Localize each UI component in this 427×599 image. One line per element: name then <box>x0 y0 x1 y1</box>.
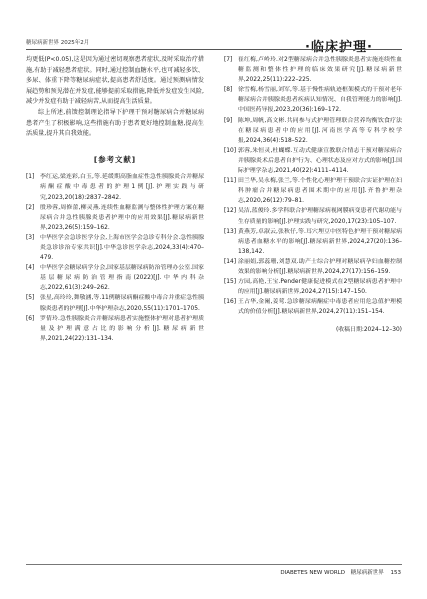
reference-item <box>224 116 402 146</box>
section-title: ·临床护理· <box>305 40 373 55</box>
journal-name-cn: 糖尿病新世界 <box>350 570 384 576</box>
reference-item <box>26 314 204 344</box>
reference-list-continued <box>224 55 402 317</box>
reference-text: 方园,高艳,王宝.Pender健康促进模式在2型糖尿病患者护理中的应用[J].糖尿病新世界,2024,27(15):147–150. <box>238 279 402 296</box>
reference-item <box>26 233 204 263</box>
reference-number: [6] <box>26 315 35 322</box>
reference-number: [9] <box>224 117 233 124</box>
reference-number: [5] <box>26 295 35 302</box>
reference-item <box>26 172 204 202</box>
reference-item <box>224 146 402 176</box>
reference-number: [13] <box>224 228 237 235</box>
reference-number: [14] <box>224 258 237 265</box>
reference-number: [11] <box>224 178 237 185</box>
reference-item <box>224 297 402 317</box>
journal-name-en: DIABETES NEW WORLD <box>280 570 345 576</box>
reference-item <box>224 85 402 115</box>
reference-number: [8] <box>224 87 233 94</box>
reference-text: 罗倩玲.急性胰腺炎合并糖尿病患者实施整体护理对患者护理质量及护理满意占比的影响分析[J].糖尿病新世界,2021,24(22):131–134. <box>40 315 204 342</box>
reference-item <box>26 293 204 313</box>
footer-divider <box>26 564 402 565</box>
reference-number: [2] <box>26 204 35 211</box>
reference-number: [15] <box>224 279 237 286</box>
reference-text: 黄燕芳,卓淑云,张秋仔,等.耳穴埋豆中医特色护理干预对糖尿病病患者血糖水平的影响[J].糖尿病新世界,2024,27(20):136–138,142. <box>238 228 402 255</box>
reference-number: [16] <box>224 299 237 306</box>
reference-text: 中华医学会糖尿病学分会,国家基层糖尿病防治管理办公室.国家基层糖尿病防治管理指南(2022)[J].中华内科杂志,2022,61(3):249–262. <box>40 265 204 292</box>
conclusion-paragraph: 综上所述,前馈控制理论指导下护理干预对糖尿病合并糖尿病患者产生了积极影响,这些措施有助于患者更好地控制血糖,提高生活质量,提升其自我效能。 <box>26 108 204 138</box>
reference-item <box>224 257 402 277</box>
reference-text: 涂丽娟,郭蕊珊,刘慧双.助产士综合护理对糖尿病孕妇血糖控制效果的影响分析[J].糖尿病新世界,2024,27(17):156–159. <box>238 258 402 275</box>
reference-text: 中华医学会急诊医学分会,上海市医学会急诊专科分会.急性胰腺炎急诊诊治专家共识[J].中华急诊医学杂志,2024,33(4):470–479. <box>40 234 204 262</box>
reference-number: [12] <box>224 208 237 215</box>
reference-text: 吴洁,蓝俊玲.多学科联合护理糖尿病视网膜病变患者代谢功能与生存质量的影响[J].护理实践与研究,2020,17(23):105–107. <box>238 208 402 225</box>
reference-item <box>224 206 402 226</box>
reference-text: 张星,高玲玲,舞敬涵,等.11例糖尿病酮症酸中毒合并重症急性胰腺炎患者的护理[J].中华护理杂志,2020,55(11):1701–1705. <box>40 295 204 312</box>
reference-number: [10] <box>224 147 237 154</box>
reference-text: 田兰华,吴永梅,张兰,等.个性化心理护理干预联合实证护理在妇科肿瘤合并糖尿病患者围术期中的应用[J].齐鲁护理杂志,2020,26(12):79–81. <box>238 178 402 205</box>
right-column <box>224 55 402 336</box>
reference-number: [4] <box>26 265 35 272</box>
reference-item <box>224 176 402 206</box>
reference-text: 王占华,金阑,姜莺.急诊糖尿病酮症中毒患者应用危急值护理模式的价值分析[J].糖尿病新世界,2024,27(11):151–154. <box>238 299 402 316</box>
reference-text: 崔红梅,卢岭玲.对2型糖尿病合并急性胰腺炎患者实施连续性血糖监测和整体性护理的临床效果研究[J].糖尿病新世界,2022,25(11):222–225. <box>238 57 402 84</box>
reference-item <box>224 227 402 257</box>
body-paragraph: 均更低(P<0.05),这是因为通过密切观察患者症状,及时采取治疗措施,有助于减轻患者症状。同时,通过控制血糖水平,也可减轻多饮、多尿、体重下降等糖尿病症状,提高患者舒适度。通过预测病情发展趋势和预见潜在并发症,能够提前采取措施,降低并发症发生风险,减少并发症有助于减轻病苦,从而提高生活质量。 <box>26 56 204 106</box>
reference-item <box>224 277 402 297</box>
left-column <box>26 55 204 344</box>
reference-text: 陈坤,周帆,高文彬.共同参与式护理管理联合营养均衡饮食疗法在糖尿病患者中的应用[J].河南医学高等专科学校学报,2024,36(4):518–522. <box>238 117 402 144</box>
reference-number: [1] <box>26 174 35 181</box>
references-heading: [参考文献] <box>93 154 137 164</box>
reference-text: 李红运,梁连彩,白玉,等.延缓期高脂血症性急性胰腺炎合并糖尿病酮症酸中毒患者的护理1例[J].护理实践与研究,2023,20(18):2837–2842. <box>40 174 204 201</box>
page-number: 153 <box>390 570 401 576</box>
received-date: (收稿日期:2024–12–30) <box>335 327 402 334</box>
reference-text: 徐雪梅,杨雪丽,刘军,等.基于慢性病轨迹框架模式的干预对老年糖尿病合并胰腺炎患者疾病认知情况、自我管理能力的影响[J].中国医药导报,2023,20(36):169–172. <box>238 87 402 114</box>
page-footer <box>280 568 401 576</box>
reference-text: 郭蓉,朱恒灵,杜蝴蝶.互动式健康宣教联合情志干预对糖尿病合并胰腺炎术后患者自护行为、心理状态及应对方式的影响[J].国际护理学杂志,2021,40(22):4111–4114. <box>238 147 402 175</box>
running-head: 糖尿病新世界 2025年2月 <box>26 40 90 46</box>
reference-item <box>224 55 402 85</box>
header-divider <box>26 49 402 50</box>
reference-item <box>26 263 204 293</box>
reference-number: [3] <box>26 234 35 241</box>
reference-item <box>26 203 204 233</box>
reference-list <box>26 172 204 344</box>
reference-text: 殷珍蓉,周修蕾,柳灵燕.连续性血糖监测与整体性护理方案在糖尿病合并急性胰腺炎患者护理中的应用效果[J].糖尿病新世界,2023,26(5):159–162. <box>40 204 204 231</box>
reference-number: [7] <box>224 57 233 63</box>
